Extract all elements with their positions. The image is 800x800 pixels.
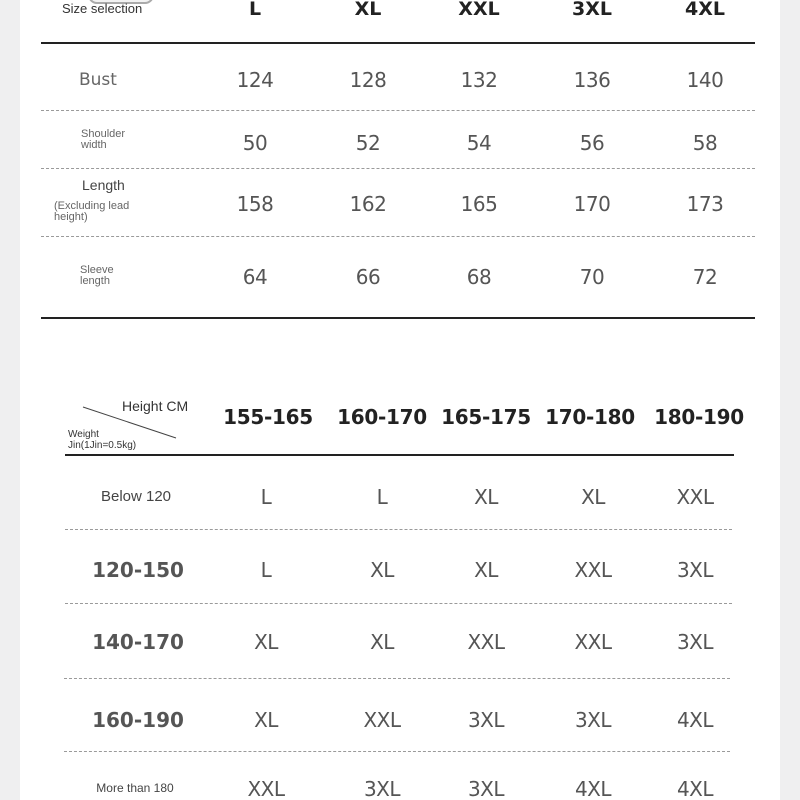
row-label-length-note xyxy=(54,201,129,223)
table-cell: 170 xyxy=(573,192,611,216)
size-table-bottom-rule xyxy=(41,317,755,319)
recommend-table-top-rule xyxy=(65,454,734,456)
size-header-xxl: XXL xyxy=(458,0,500,20)
row-label-length: Length xyxy=(82,177,125,193)
table-cell: 68 xyxy=(466,265,492,289)
size-header-4xl: 4XL xyxy=(685,0,725,20)
table-cell: XXL xyxy=(676,485,714,509)
table-cell: 64 xyxy=(242,265,268,289)
row-divider xyxy=(41,110,755,111)
table-cell: 66 xyxy=(355,265,381,289)
table-cell: 3XL xyxy=(676,630,714,654)
table-cell: 132 xyxy=(460,68,498,92)
height-range-header: 170-180 xyxy=(545,405,635,429)
weight-range-label: 140-170 xyxy=(92,630,184,654)
table-cell: XXL xyxy=(467,630,505,654)
table-cell: 56 xyxy=(579,131,605,155)
table-cell: 54 xyxy=(466,131,492,155)
table-cell: 72 xyxy=(692,265,718,289)
table-cell: L xyxy=(260,558,272,582)
height-range-header: 165-175 xyxy=(441,405,531,429)
weight-range-label: 160-190 xyxy=(92,708,184,732)
row-label-shoulder-width xyxy=(81,129,125,151)
size-header-xl: XL xyxy=(354,0,382,20)
row-divider xyxy=(64,751,730,752)
weight-range-label: More than 180 xyxy=(96,781,174,795)
table-cell: L xyxy=(260,485,272,509)
table-cell: XXL xyxy=(363,708,401,732)
row-divider xyxy=(41,236,755,237)
height-cm-label: Height CM xyxy=(122,398,189,414)
size-selection-label: Size selection xyxy=(62,1,143,16)
table-cell: XL xyxy=(370,558,394,582)
table-cell: XL xyxy=(581,485,605,509)
row-label-sleeve-length xyxy=(80,265,114,287)
table-cell: XXL xyxy=(574,558,612,582)
table-cell: 52 xyxy=(355,131,381,155)
row-divider xyxy=(65,603,732,604)
row-label-line: Sleeve xyxy=(80,264,114,276)
size-chart-card xyxy=(20,0,780,800)
table-cell: 128 xyxy=(349,68,387,92)
row-divider xyxy=(65,529,732,530)
size-header-l: L xyxy=(248,0,262,20)
weight-range-label: 120-150 xyxy=(92,558,184,582)
table-cell: 173 xyxy=(686,192,724,216)
table-cell: 158 xyxy=(236,192,274,216)
table-cell: L xyxy=(376,485,388,509)
table-cell: XL xyxy=(474,485,498,509)
row-label-line: length xyxy=(80,275,110,287)
row-divider xyxy=(64,678,730,679)
weight-label: Weight xyxy=(68,429,99,440)
table-cell: XL xyxy=(254,630,278,654)
table-cell: 124 xyxy=(236,68,274,92)
table-cell: 3XL xyxy=(574,708,612,732)
table-cell: 3XL xyxy=(363,777,401,800)
table-cell: 4XL xyxy=(676,777,714,800)
table-cell: XXL xyxy=(247,777,285,800)
row-label-bust: Bust xyxy=(79,70,117,90)
table-cell: 165 xyxy=(460,192,498,216)
table-cell: XL xyxy=(254,708,278,732)
height-range-header: 160-170 xyxy=(337,405,427,429)
row-note-line: (Excluding lead xyxy=(54,200,130,212)
weight-range-label: Below 120 xyxy=(100,488,172,505)
table-cell: 4XL xyxy=(574,777,612,800)
table-cell: 3XL xyxy=(676,558,714,582)
table-cell: 162 xyxy=(349,192,387,216)
height-range-header: 155-165 xyxy=(223,405,313,429)
row-note-line: height) xyxy=(54,211,88,223)
table-cell: XXL xyxy=(574,630,612,654)
row-divider xyxy=(41,168,755,169)
size-header-3xl: 3XL xyxy=(572,0,612,20)
row-label-line: width xyxy=(81,139,107,151)
weight-unit-label: Jin(1Jin=0.5kg) xyxy=(68,440,137,451)
table-cell: 70 xyxy=(579,265,605,289)
table-cell: XL xyxy=(474,558,498,582)
table-cell: 3XL xyxy=(467,708,505,732)
table-cell: XL xyxy=(370,630,394,654)
table-cell: 140 xyxy=(686,68,724,92)
table-cell: 50 xyxy=(242,131,268,155)
height-range-header: 180-190 xyxy=(654,405,744,429)
table-cell: 136 xyxy=(573,68,611,92)
table-cell: 4XL xyxy=(676,708,714,732)
table-cell: 3XL xyxy=(467,777,505,800)
row-label-line: Shoulder xyxy=(81,128,126,140)
table-cell: 58 xyxy=(692,131,718,155)
size-table-top-rule xyxy=(41,42,755,44)
